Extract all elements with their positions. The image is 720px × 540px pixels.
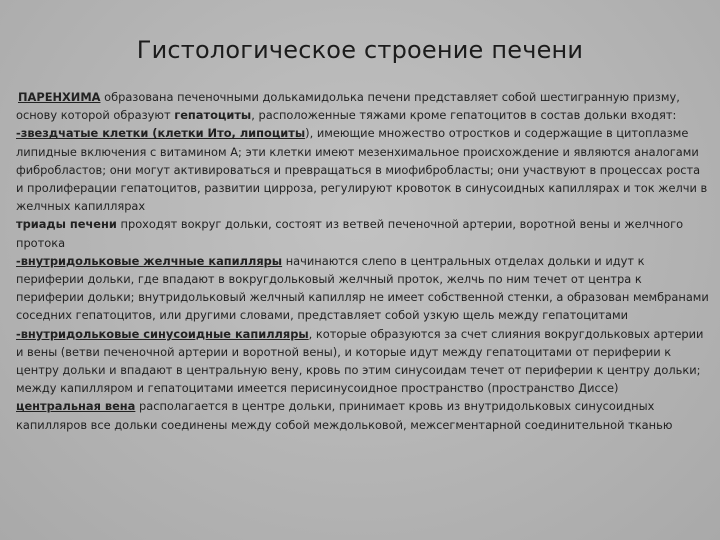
paragraph-triads xyxy=(16,215,710,251)
slide-body xyxy=(16,88,710,434)
term-parenchyma: ПАРЕНХИМА xyxy=(18,90,101,104)
term-hepatocytes: гепатоциты xyxy=(174,108,252,123)
term-sinusoids: -внутридольковые синусоидные капилляры xyxy=(16,326,309,341)
slide-title: Гистологическое строение печени xyxy=(136,36,584,64)
text-sinusoids: , которые образуются за счет слияния вокругдольковых артерии и вены (ветви печеночной артерии и воротной вены), и которые идут между гепатоцитами от периферии к центру дольки и впадают в центральную вену, кровь по этим синусоидам течет от периферии к центру дольки; между капилляром и гепатоцитами имеется перисинусоидное пространство (пространство Диссе) xyxy=(16,326,704,396)
paragraph-parenchyma xyxy=(16,88,710,124)
text-triads: проходят вокруг дольки, состоят из ветвей печеночной артерии, воротной вены и желчного протока xyxy=(16,217,684,250)
text-parenchyma-a: образована печеночными долькамидолька печени представляет собой шестигранную призму, основу которой образуют xyxy=(16,90,680,123)
text-parenchyma-b: , расположенные тяжами кроме гепатоцитов в состав дольки входят: xyxy=(251,108,677,123)
paragraph-central-vein xyxy=(16,397,710,433)
term-stellate-cells: -звездчатые клетки (клетки Ито, липоциты xyxy=(16,126,306,141)
text-central-vein: располагается в центре дольки, принимает кровь из внутридольковых синусоидных капилляров все дольки соединены между собой междольковой, межсегментарной соединительной тканью xyxy=(16,399,673,432)
text-bile-capillaries: начинаются слепо в центральных отделах дольки и идут к периферии дольки, где впадают в вокругдольковый желчный проток, желчь по ним течет от центра к периферии дольки; внутридольковый желчный капилляр не имеет собственной стенки, а образован мембранами соседних гепатоцитов, или другими словами, представляет собой узкую щель между гепатоцитами xyxy=(16,253,709,323)
paragraph-bile-capillaries xyxy=(16,252,710,325)
paragraph-stellate-cells xyxy=(16,124,710,215)
term-bile-capillaries: -внутридольковые желчные капилляры xyxy=(16,253,283,268)
term-triads: триады печени xyxy=(16,217,117,232)
text-stellate-cells: ), имеющие множество отростков и содержащие в цитоплазме липидные включения с витамином А; эти клетки имеют мезенхимальное происхождение и являются аналогами фибробластов; они могут активироваться и превращаться в миофибробласты; они участвуют в процессах роста и пролиферации гепатоцитов, развитии цирроза, регулируют кровоток в синусоидных капиллярах и ток желчи в желчных капиллярах xyxy=(16,126,708,214)
term-central-vein: центральная вена xyxy=(16,399,136,414)
paragraph-sinusoids xyxy=(16,325,710,398)
